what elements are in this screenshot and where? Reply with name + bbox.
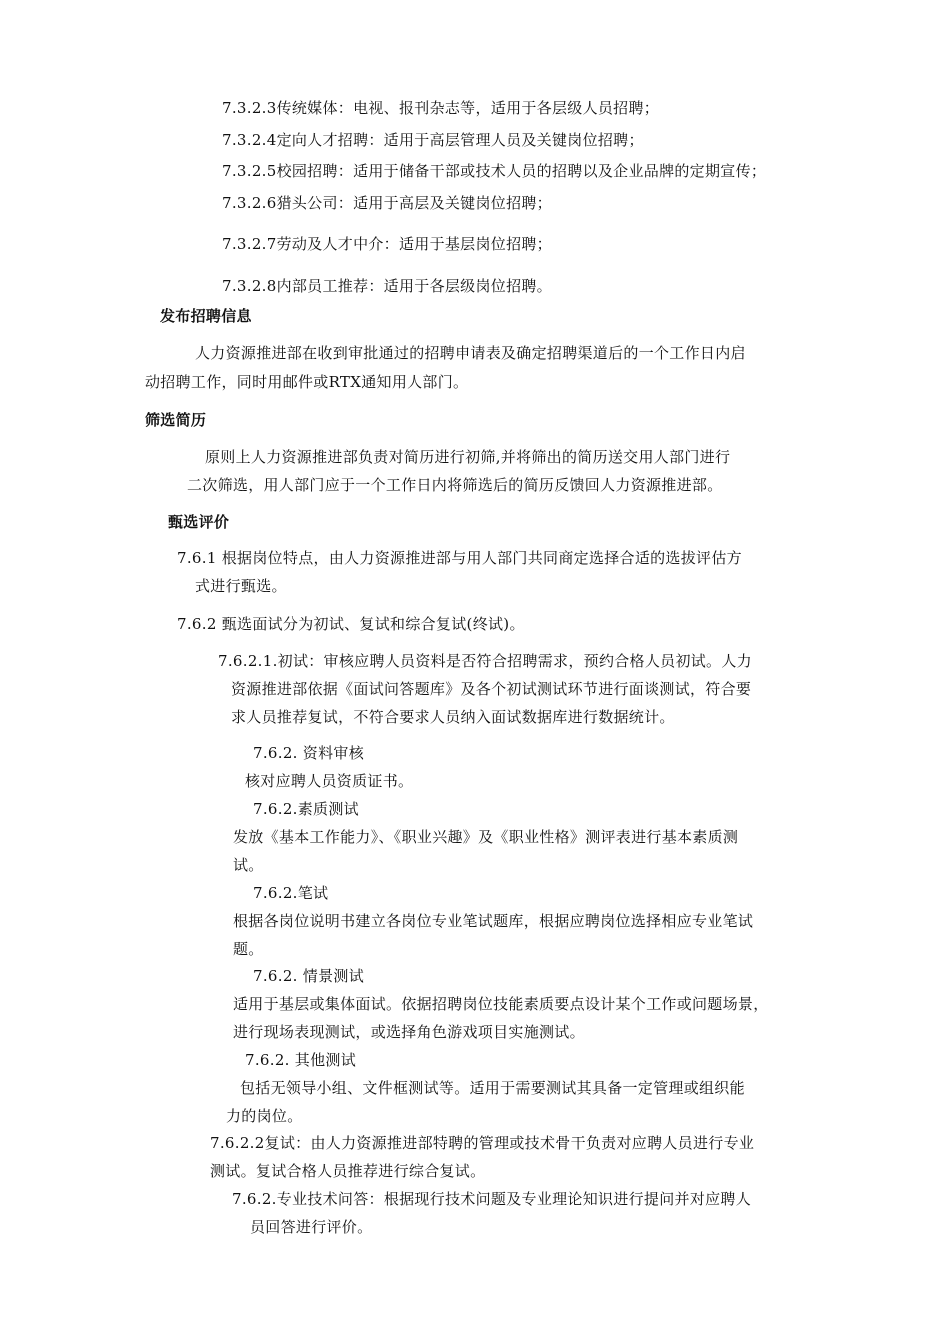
heading-publish: 发布招聘信息 xyxy=(160,307,252,325)
written-line-1: 根据各岗位说明书建立各岗位专业笔试题库，根据应聘岗位选择相应专业笔试 xyxy=(233,912,754,930)
written-title: 7.6.2.笔试 xyxy=(253,884,329,902)
scenario-title: 7.6.2. 情景测试 xyxy=(253,967,365,985)
s7622-line-2: 测试。复试合格人员推荐进行综合复试。 xyxy=(210,1162,486,1180)
review-text: 核对应聘人员资质证书。 xyxy=(245,772,414,790)
other-title: 7.6.2. 其他测试 xyxy=(245,1051,357,1069)
quality-line-1: 发放《基本工作能力》、《职业兴趣》及《职业性格》测评表进行基本素质测 xyxy=(233,828,739,846)
publish-line-2: 动招聘工作，同时用邮件或RTX通知用人部门。 xyxy=(145,373,469,391)
written-line-2: 题。 xyxy=(233,940,264,958)
s7621-line-2: 资源推进部依据《面试问答题库》及各个初试测试环节进行面谈测试，符合要 xyxy=(231,680,752,698)
screen-line-2: 二次筛选，用人部门应于一个工作日内将筛选后的简历反馈回人力资源推进部。 xyxy=(187,476,723,494)
channel-7-3-2-4: 7.3.2.4定向人才招聘：适用于高层管理人员及关键岗位招聘； xyxy=(222,131,644,149)
channel-7-3-2-3: 7.3.2.3传统媒体：电视、报刊杂志等，适用于各层级人员招聘； xyxy=(222,99,660,117)
s761-line-1: 7.6.1 根据岗位特点，由人力资源推进部与用人部门共同商定选择合适的选拔评估方 xyxy=(177,549,742,567)
scenario-line-1: 适用于基层或集体面试。依据招聘岗位技能素质要点设计某个工作或问题场景， xyxy=(233,995,769,1013)
other-line-2: 力的岗位。 xyxy=(226,1107,303,1125)
review-title: 7.6.2. 资料审核 xyxy=(253,744,365,762)
quality-line-2: 试。 xyxy=(233,856,264,874)
s761-line-2: 式进行甄选。 xyxy=(195,577,287,595)
s7622-line-1: 7.6.2.2复试：由人力资源推进部特聘的管理或技术骨干负责对应聘人员进行专业 xyxy=(210,1134,755,1152)
tech-line-1: 7.6.2.专业技术问答：根据现行技术问题及专业理论知识进行提问并对应聘人 xyxy=(232,1190,752,1208)
tech-line-2: 员回答进行评价。 xyxy=(250,1218,373,1236)
s762-line: 7.6.2 甄选面试分为初试、复试和综合复试(终试)。 xyxy=(177,615,525,633)
channel-7-3-2-6: 7.3.2.6猎头公司：适用于高层及关键岗位招聘； xyxy=(222,194,552,212)
s7621-line-3: 求人员推荐复试，不符合要求人员纳入面试数据库进行数据统计。 xyxy=(231,708,675,726)
heading-selection: 甄选评价 xyxy=(168,513,230,531)
channel-7-3-2-7: 7.3.2.7劳动及人才中介：适用于基层岗位招聘； xyxy=(222,235,552,253)
quality-title: 7.6.2.素质测试 xyxy=(253,800,359,818)
other-line-1: 包括无领导小组、文件框测试等。适用于需要测试其具备一定管理或组织能 xyxy=(240,1079,745,1097)
heading-screen: 筛选简历 xyxy=(145,411,207,429)
scenario-line-2: 进行现场表现测试，或选择角色游戏项目实施测试。 xyxy=(233,1023,585,1041)
screen-line-1: 原则上人力资源推进部负责对简历进行初筛,并将筛出的简历送交用人部门进行 xyxy=(205,448,731,466)
s7621-line-1: 7.6.2.1.初试：审核应聘人员资料是否符合招聘需求，预约合格人员初试。人力 xyxy=(218,652,752,670)
publish-line-1: 人力资源推进部在收到审批通过的招聘申请表及确定招聘渠道后的一个工作日内启 xyxy=(195,344,746,362)
channel-7-3-2-8: 7.3.2.8内部员工推荐：适用于各层级岗位招聘。 xyxy=(222,277,552,295)
channel-7-3-2-5: 7.3.2.5校园招聘：适用于储备干部或技术人员的招聘以及企业品牌的定期宣传； xyxy=(222,162,767,180)
